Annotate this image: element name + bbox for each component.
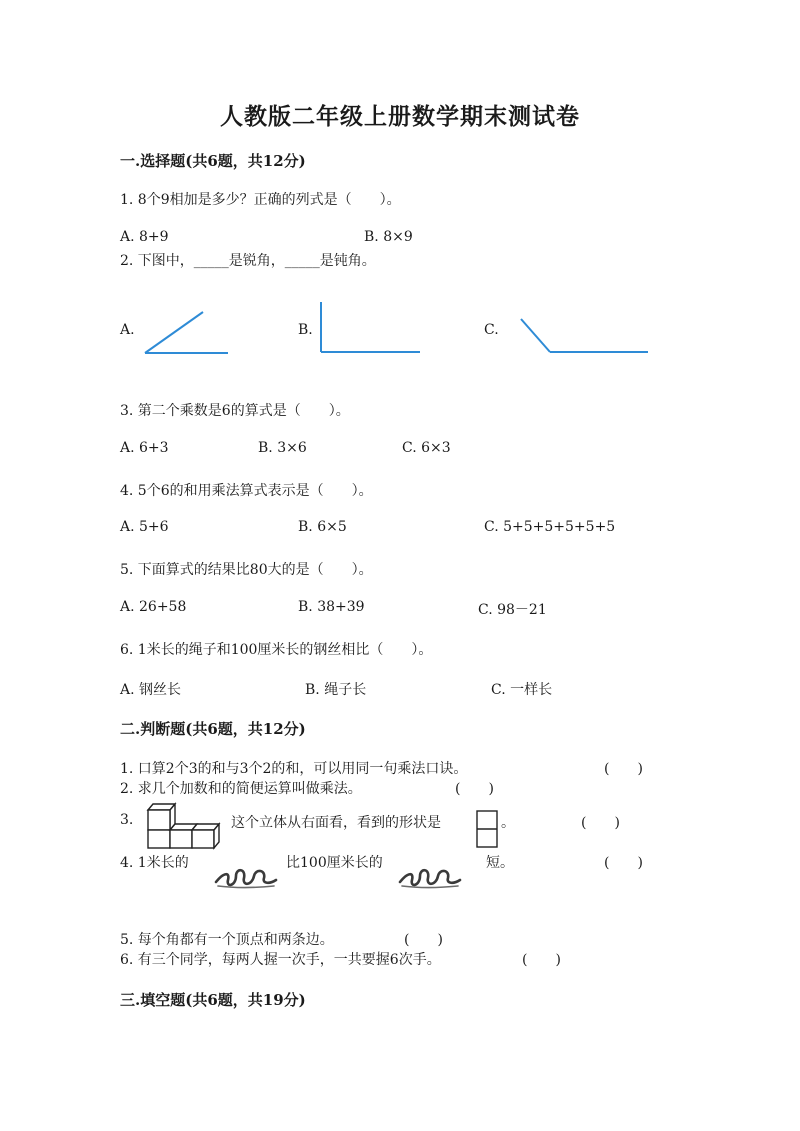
answer-paren-2-1[interactable]: ( ) [604,761,643,777]
option-1-5-b: B. 38+39 [298,599,365,615]
question-2-3-end: 。 [501,815,515,831]
option-1-6-c: C. 一样长 [491,682,553,698]
acute-angle-figure [145,312,228,353]
option-1-4-a: A. 5+6 [120,519,169,535]
rope-icon [214,864,278,890]
section-heading-choice: 一.选择题(共6题，共12分) [120,152,306,170]
section-heading-fill: 三.填空题(共6题，共19分) [120,991,306,1009]
answer-paren-2-3[interactable]: ( ) [581,815,620,831]
answer-paren-2-2[interactable]: ( ) [455,781,494,797]
option-1-2-a: A. [120,322,135,338]
option-1-1-b: B. 8×9 [364,229,413,245]
question-2-1: 1. 口算2个3的和与3个2的和，可以用同一句乘法口诀。 [120,761,468,777]
option-1-2-b: B. [298,322,313,338]
option-1-5-c: C. 98－21 [478,602,547,618]
option-1-3-c: C. 6×3 [402,440,451,456]
page-title: 人教版二年级上册数学期末测试卷 [220,103,580,130]
obtuse-angle-figure [521,319,648,352]
option-1-4-b: B. 6×5 [298,519,347,535]
option-1-6-a: A. 钢丝长 [120,682,182,698]
option-1-3-b: B. 3×6 [258,440,307,456]
question-2-6: 6. 有三个同学，每两人握一次手，一共要握6次手。 [120,952,441,968]
steel-wire-icon [398,864,462,890]
answer-paren-2-5[interactable]: ( ) [404,932,443,948]
question-2-4-part1: 4. 1米长的 [120,855,189,871]
section-heading-judge: 二.判断题(共6题，共12分) [120,720,306,738]
question-2-3-number: 3. [120,812,134,828]
option-1-3-a: A. 6+3 [120,440,169,456]
question-2-3: 这个立体从右面看，看到的形状是 [231,815,441,831]
option-1-5-a: A. 26+58 [120,599,187,615]
angle-figures [0,0,800,400]
answer-paren-2-4[interactable]: ( ) [604,855,643,871]
option-1-4-c: C. 5+5+5+5+5+5 [484,519,616,535]
question-2-5: 5. 每个角都有一个顶点和两条边。 [120,932,334,948]
question-1-5: 5. 下面算式的结果比80大的是（ ）。 [120,562,373,578]
question-1-1: 1. 8个9相加是多少？正确的列式是（ ）。 [120,192,401,208]
question-1-6: 6. 1米长的绳子和100厘米长的钢丝相比（ ）。 [120,642,433,658]
question-2-4-part3: 短。 [486,855,514,871]
option-1-1-a: A. 8+9 [120,229,169,245]
option-1-2-c: C. [484,322,499,338]
option-1-6-b: B. 绳子长 [305,682,367,698]
question-2-2: 2. 求几个加数和的简便运算叫做乘法。 [120,781,362,797]
question-2-4-part2: 比100厘米长的 [286,855,383,871]
question-1-3: 3. 第二个乘数是6的算式是（ ）。 [120,403,350,419]
right-view-shape [476,810,498,848]
cube-solid-figure [146,802,222,848]
right-angle-figure [321,302,420,352]
question-1-2: 2. 下图中，_____是锐角，_____是钝角。 [120,253,376,269]
answer-paren-2-6[interactable]: ( ) [522,952,561,968]
question-1-4: 4. 5个6的和用乘法算式表示是（ ）。 [120,483,373,499]
